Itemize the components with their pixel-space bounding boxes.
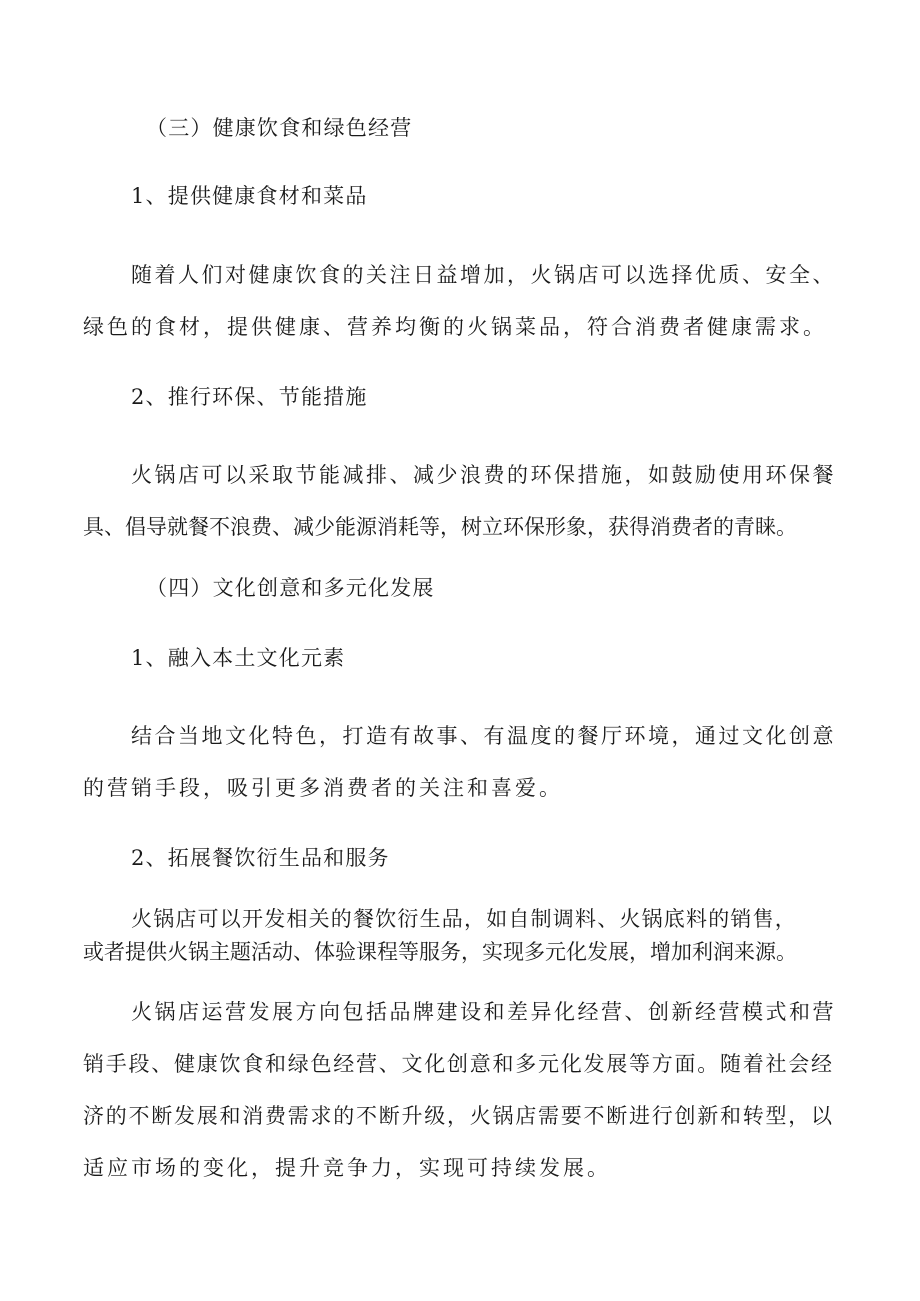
section-heading-3: （三）健康饮食和绿色经营 bbox=[146, 116, 413, 140]
paragraph-4-1-line-1: 结合当地文化特色，打造有故事、有温度的餐厅环境，通过文化创意 bbox=[131, 724, 836, 748]
paragraph-4-1-line-2: 的营销手段，吸引更多消费者的关注和喜爱。 bbox=[83, 776, 563, 800]
item-heading-3-1: 1、提供健康食材和菜品 bbox=[131, 184, 368, 208]
summary-line-1: 火锅店运营发展方向包括品牌建设和差异化经营、创新经营模式和营 bbox=[131, 1000, 836, 1024]
summary-line-4: 适应市场的变化，提升竞争力，实现可持续发展。 bbox=[83, 1156, 611, 1180]
item-heading-4-1: 1、融入本土文化元素 bbox=[131, 646, 346, 670]
paragraph-4-2-line-1: 火锅店可以开发相关的餐饮衍生品，如自制调料、火锅底料的销售， bbox=[131, 907, 797, 931]
summary-line-3: 济的不断发展和消费需求的不断升级，火锅店需要不断进行创新和转型，以 bbox=[83, 1104, 834, 1128]
paragraph-3-1-line-2: 绿色的食材，提供健康、营养均衡的火锅菜品，符合消费者健康需求。 bbox=[83, 315, 827, 339]
section-heading-4: （四）文化创意和多元化发展 bbox=[146, 576, 435, 600]
paragraph-4-2-line-2: 或者提供火锅主题活动、体验课程等服务，实现多元化发展，增加利润来源。 bbox=[83, 940, 797, 964]
paragraph-3-2-line-2: 具、倡导就餐不浪费、减少能源消耗等，树立环保形象，获得消费者的青睐。 bbox=[83, 515, 797, 539]
paragraph-3-2-line-1: 火锅店可以采取节能减排、减少浪费的环保措施，如鼓励使用环保餐 bbox=[131, 463, 836, 487]
item-heading-4-2: 2、拓展餐饮衍生品和服务 bbox=[131, 846, 390, 870]
item-heading-3-2: 2、推行环保、节能措施 bbox=[131, 385, 368, 409]
paragraph-3-1-line-1: 随着人们对健康饮食的关注日益增加，火锅店可以选择优质、安全、 bbox=[131, 263, 836, 287]
summary-line-2: 销手段、健康饮食和绿色经营、文化创意和多元化发展等方面。随着社会经 bbox=[83, 1052, 834, 1076]
